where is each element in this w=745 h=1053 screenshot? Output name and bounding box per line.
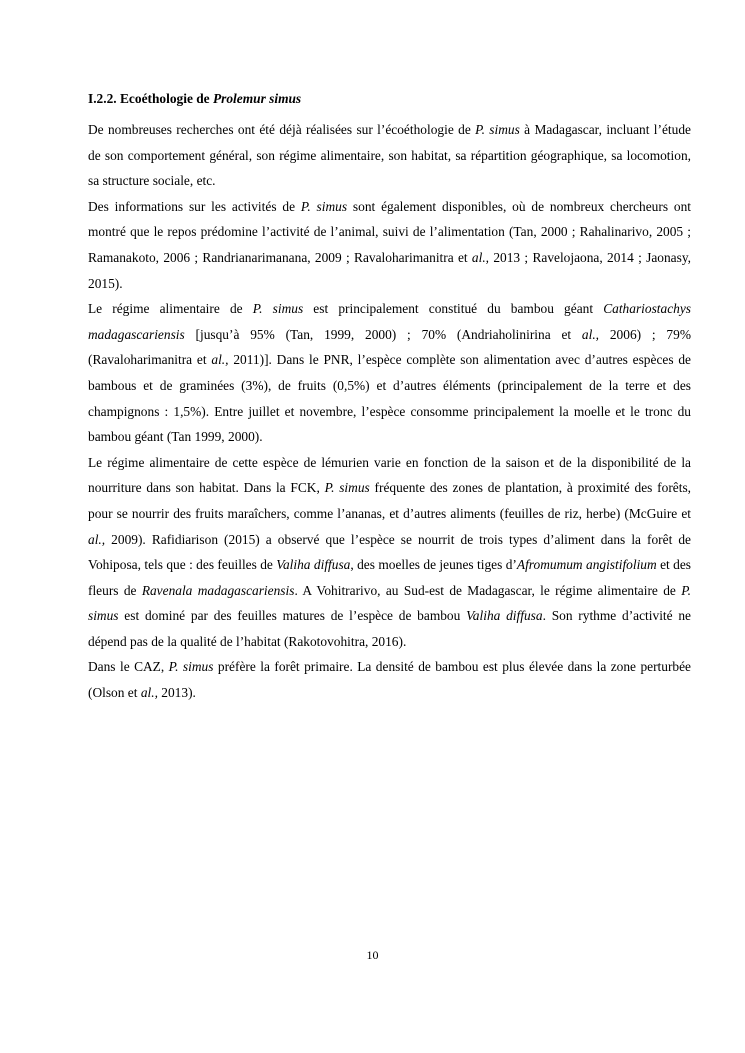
page-content xyxy=(88,89,691,706)
italic-term: P. simus xyxy=(324,480,370,496)
text-run: préfère la forêt primaire. La densité de bambou est plus élevée dans la zone perturbée (Olson et xyxy=(88,659,692,701)
italic-term: al., xyxy=(471,249,490,265)
italic-term: P. simus xyxy=(88,582,691,624)
text-run: 2013). xyxy=(157,685,196,701)
italic-term: Valiha diffusa xyxy=(276,557,351,573)
section-heading-prefix: I.2.2. Ecoéthologie de xyxy=(88,91,213,106)
paragraph-5 xyxy=(88,654,691,705)
italic-term: al., xyxy=(88,531,106,547)
paragraph-4 xyxy=(88,450,691,655)
text-run: et des fleurs de xyxy=(88,557,691,598)
text-run: à Madagascar, incluant l’étude de son comportement général, son régime alimentaire, son habitat, sa répartition géographique, sa locomotion, sa structure sociale, etc. xyxy=(88,122,691,189)
page-number: 10 xyxy=(366,948,379,962)
text-run: 2011)]. Dans le PNR, l’espèce complète son alimentation avec d’autres espèces de bambous et de graminées (3%), de fruits (0,5%) et d’autres éléments (principalement de la terre et des champignons : 1,5%). Entre juillet et novembre, l’espèce consomme principalement la moelle et le tronc du bambou géant (Tan 1999, 2000). xyxy=(88,352,691,445)
italic-term: al., xyxy=(211,352,229,368)
italic-term: al., xyxy=(140,685,158,701)
italic-term: P. simus xyxy=(475,122,520,137)
text-run: est dominé par des feuilles matures de l’espèce de bambou xyxy=(118,608,467,624)
text-run: . A Vohitrarivo, au Sud-est de Madagascar, le régime alimentaire de xyxy=(294,582,682,598)
italic-term: P. simus xyxy=(300,198,348,214)
paragraph-3 xyxy=(88,296,691,450)
paragraph-1 xyxy=(88,117,691,194)
italic-term: al., xyxy=(581,326,600,342)
section-heading xyxy=(88,89,691,109)
text-run: 2006) ; 79% (Ravaloharimanitra et xyxy=(88,326,691,368)
italic-term: P. simus xyxy=(168,659,214,675)
text-run: De nombreuses recherches ont été déjà réalisées sur l’écoéthologie de xyxy=(88,122,476,137)
italic-term: Valiha diffusa xyxy=(466,608,543,624)
italic-term: P. simus xyxy=(252,301,304,317)
text-run: 2009). Rafidiarison (2015) a observé que l’espèce se nourrit de trois types d’aliment dans la forêt de Vohiposa, tels que : des feuilles de xyxy=(88,531,691,573)
italic-term: Ravenala madagascariensis xyxy=(141,582,295,598)
text-run: sont également disponibles, où de nombreux chercheurs ont montré que le repos prédomine l’activité de l’animal, suivi de l’alimentation (Tan, 2000 ; Rahalinarivo, 2005 ; Ramanakoto, 2006 ; Randrianarimanana, 2009 ; Ravaloharimanitra et xyxy=(88,198,692,265)
text-run: Le régime alimentaire de xyxy=(88,301,253,317)
italic-term: Cathariostachys madagascariensis xyxy=(88,301,691,342)
section-heading-species: Prolemur simus xyxy=(212,91,302,106)
text-run: [jusqu’à 95% (Tan, 1999, 2000) ; 70% (Andriaholinirina et xyxy=(184,326,582,342)
text-run: est principalement constitué du bambou géant xyxy=(303,301,604,317)
text-run: Des informations sur les activités de xyxy=(88,198,301,214)
text-run: . Son rythme d’activité ne dépend pas de la qualité de l’habitat (Rakotovohitra, 2016). xyxy=(88,608,691,649)
text-run: fréquente des zones de plantation, à proximité des forêts, pour se nourrir des fruits maraîchers, comme l’ananas, et d’autres aliments (feuilles de riz, herbe) (McGuire et xyxy=(88,480,691,521)
paragraph-2 xyxy=(88,194,691,296)
text-run: Le régime alimentaire de cette espèce de lémurien varie en fonction de la saison et de la disponibilité de la nourriture dans son habitat. Dans la FCK, xyxy=(88,454,691,496)
text-run: 2013 ; Ravelojaona, 2014 ; Jaonasy, 2015). xyxy=(88,249,691,291)
text-run: , des moelles de jeunes tiges d’ xyxy=(350,557,517,573)
text-run: Dans le CAZ, xyxy=(88,659,169,675)
italic-term: Afromumum angistifolium xyxy=(516,557,657,573)
